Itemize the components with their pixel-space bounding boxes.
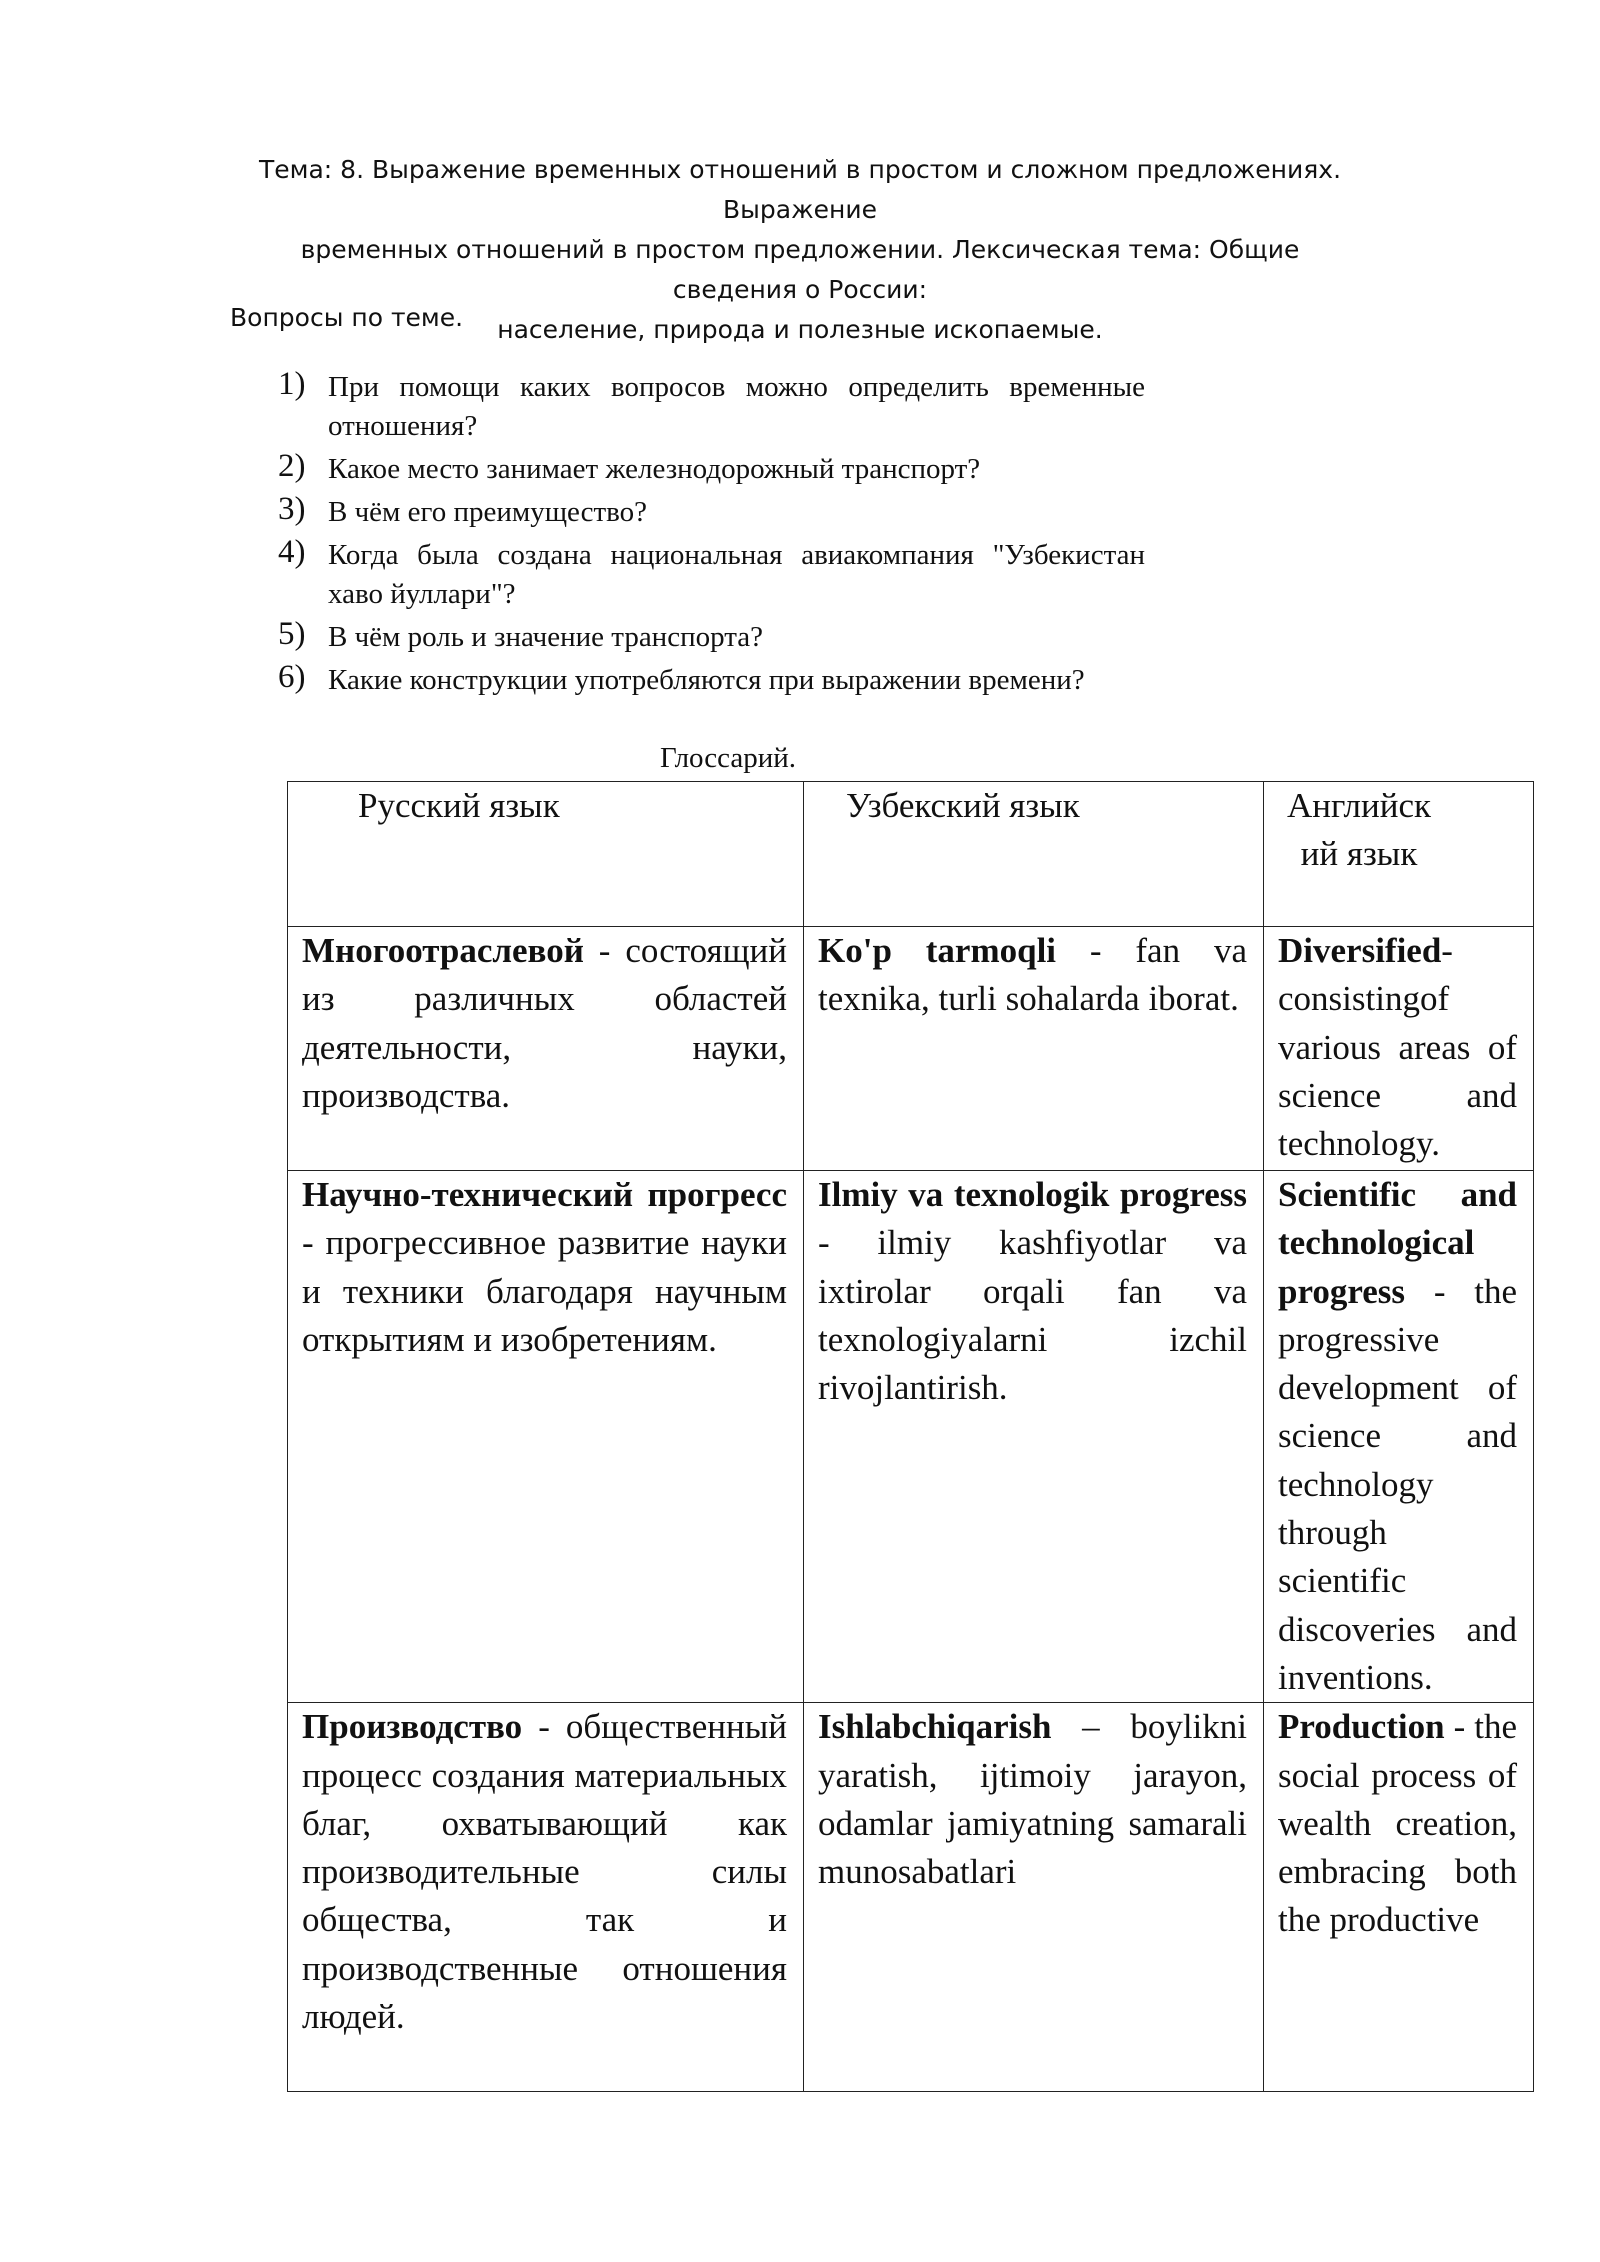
question-item	[275, 661, 1145, 700]
question-number: 2)	[278, 448, 306, 484]
question-text: В чём его преимущество?	[328, 496, 648, 528]
ru-definition: - прогрессивное развитие науки и техники благодаря научным открытиям и изобретениям.	[302, 1223, 787, 1359]
table-row	[288, 1703, 1534, 2092]
question-item	[275, 450, 1145, 489]
title-line-1: Тема: 8. Выражение временных отношений в простом и сложном предложениях. Выражение	[258, 155, 1342, 224]
question-number: 3)	[278, 491, 306, 527]
uz-term: Ilmiy va texnologik progress	[818, 1175, 1247, 1214]
question-item	[275, 536, 1145, 614]
en-definition: - consistingof various areas of science and technology.	[1278, 931, 1517, 1164]
column-header-label: Узбекский язык	[846, 786, 1080, 825]
ru-term: Многоотраслевой	[302, 931, 584, 970]
column-header-label: Русский язык	[358, 786, 560, 825]
en-term: Diversified	[1278, 931, 1442, 970]
table-row	[288, 927, 1534, 1171]
uz-cell	[804, 1703, 1264, 2092]
uz-definition: – boylikni yaratish, ijtimoiy jarayon, odamlar jamiyatning samarali munosabatlari	[818, 1707, 1247, 1892]
glossary-title: Глоссарий.	[660, 742, 797, 774]
en-cell	[1264, 1171, 1534, 1703]
en-term: Production	[1278, 1707, 1445, 1747]
ru-term: Научно-технический прогресс	[302, 1175, 787, 1214]
uz-cell	[804, 1171, 1264, 1703]
uz-term: Ishlabchiqarish	[818, 1707, 1052, 1747]
question-number: 4)	[278, 534, 306, 570]
table-header-row	[288, 782, 1534, 927]
questions-heading: Вопросы по теме.	[230, 303, 464, 332]
ru-cell	[288, 927, 804, 1171]
question-item	[275, 493, 1145, 532]
ru-term: Производство	[302, 1707, 523, 1747]
question-text: В чём роль и значение транспорта?	[328, 621, 763, 653]
ru-cell	[288, 1171, 804, 1703]
column-header-label: Английский язык	[1286, 786, 1432, 874]
en-cell	[1264, 1703, 1534, 2092]
column-header-english	[1264, 782, 1534, 927]
question-number: 6)	[278, 659, 306, 695]
question-text: Какие конструкции употребляются при выражении времени?	[328, 664, 1085, 696]
question-item	[275, 368, 1145, 446]
ru-cell	[288, 1703, 804, 2092]
column-header-russian	[288, 782, 804, 927]
column-header-uzbek	[804, 782, 1264, 927]
ru-definition: - общественный процесс создания материальных благ, охватывающий как производительные силы общества, так и производственные отношения людей.	[302, 1707, 787, 2037]
title-line-3: население, природа и полезные ископаемые.	[497, 315, 1103, 344]
glossary-table	[287, 781, 1534, 2092]
en-cell	[1264, 927, 1534, 1171]
uz-definition: - ilmiy kashfiyotlar va ixtirolar orqali fan va texnologiyalarni izchil rivojlantirish.	[818, 1223, 1247, 1408]
en-definition: - the social process of wealth creation, embracing both the productive	[1278, 1707, 1517, 1940]
title-line-2: временных отношений в простом предложении. Лексическая тема: Общие сведения о России:	[300, 235, 1300, 304]
ru-definition: - состоящий из различных областей деятельности, науки, производства.	[302, 931, 787, 1115]
uz-cell	[804, 927, 1264, 1171]
uz-term: Ko'p tarmoqli	[818, 931, 1057, 970]
en-term: Scientific and technological progress	[1278, 1175, 1517, 1311]
question-text: Когда была создана национальная авиакомпания "Узбекистан хаво йуллари"?	[328, 539, 1145, 610]
question-item	[275, 618, 1145, 657]
en-definition: - the progressive development of science and technology through scientific discoveries and inventions.	[1278, 1271, 1517, 1697]
question-text: При помощи каких вопросов можно определить временные отношения?	[328, 371, 1145, 442]
questions-list	[275, 368, 1145, 704]
question-number: 5)	[278, 616, 306, 652]
question-text: Какое место занимает железнодорожный транспорт?	[328, 453, 981, 485]
table-row	[288, 1171, 1534, 1703]
question-number: 1)	[278, 366, 306, 402]
uz-definition: - fan va texnika, turli sohalarda iborat.	[818, 931, 1247, 1019]
